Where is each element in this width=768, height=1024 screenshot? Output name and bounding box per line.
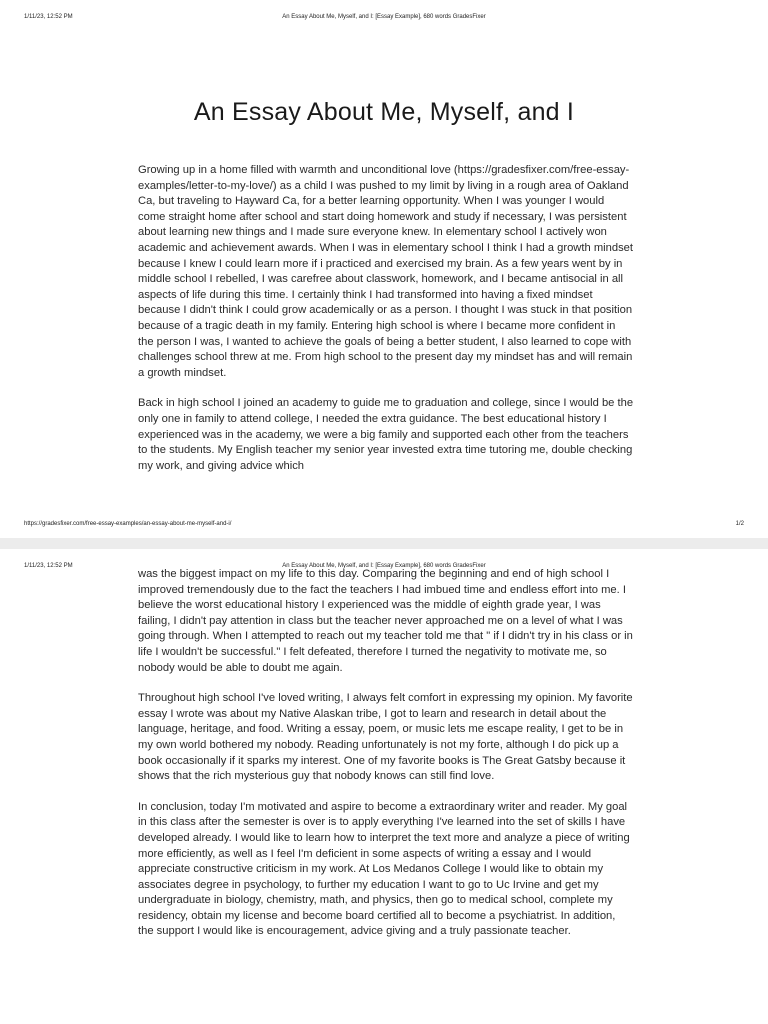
essay-body-page-2 [138,567,634,955]
print-date: 1/11/23, 12:52 PM [24,14,73,20]
print-title: An Essay About Me, Myself, and I: [Essay Example], 680 words GradesFixer [282,14,486,20]
essay-paragraph: Back in high school I joined an academy to guide me to graduation and college, since I would be the only one in family to attend college, I needed the extra guidance. The best educational history I experienced was in the academy, we were a big family and supported each other from the teachers to the students. My English teacher my senior year invested extra time tutoring me, double checking my work, and giving advice which [138,397,634,472]
print-title: An Essay About Me, Myself, and I: [Essay Example], 680 words GradesFixer [282,563,486,569]
page-separator [0,538,768,549]
essay-paragraph: Throughout high school I've loved writing, I always felt comfort in expressing my opinion. My favorite essay I wrote was about my Native Alaskan tribe, I got to learn and research in detail about the language, heritage, and food. Writing a essay, poem, or music lets me escape reality, I get to be in my own world bothered my nobody. Reading unfortunately is not my forte, although I do pick up a book occasionally if it sparks my interest. One of my favorite books is The Great Gatsby because it shows that the rich mysterious guy that nobody knows can still find love. [138,692,633,783]
print-header [24,13,744,21]
document-page-2 [0,549,768,1024]
essay-paragraph: Growing up in a home filled with warmth and unconditional love (https://gradesfixer.com/free-essay-examples/letter-to-my-love/) as a child I was pushed to my limit by living in a rough area of Oakland Ca, but traveling to Hayward Ca, for a better learning opportunity. When I was younger I would come straight home after school and start doing homework and study if necessary, I was persistent about learning new things and I made sure everyone knew. In elementary school I actively won academic and achievement awards. When I was in elementary school I think I had a growth mindset because I knew I could learn more if i practiced and exercised my brain. As a few years went by in middle school I rebelled, I was carefree about classwork, homework, and I became antisocial in all aspects of life during this time. I certainly think I had transformed into having a fixed mindset because I didn't think I could grow academically or as a person. I thought I was stuck in that position because of a tragic death in my family. Entering high school is where I became more confident in the person I was, I wanted to achieve the goals of being a better student, I also learned to cope with challenges school threw at me. From high school to the present day my mindset has and will remain a growth mindset. [138,164,633,379]
essay-title: An Essay About Me, Myself, and I [193,98,575,126]
print-url[interactable]: https://gradesfixer.com/free-essay-examples/an-essay-about-me-myself-and-i/ [24,521,232,527]
print-date: 1/11/23, 12:52 PM [24,563,73,569]
essay-body-page-1 [138,163,634,505]
essay-paragraph: In conclusion, today I'm motivated and aspire to become a extraordinary writer and reader. My goal in this class after the semester is over is to apply everything I've learned into the set of skills I have developed already. I would like to learn how to interpret the text more and analyze a piece of writing more efficiently, as well as I feel I'm deficient in some aspects of writing a essay and I would appreciate constructive criticism in my work. At Los Medanos College I would like to obtain my associates degree in psychology, to further my education I want to go to Uc Irvine and get my undergraduate in biology, chemistry, math, and physics, then go to medical school, complete my residency, obtain my license and become board certified all to become a psychiatrist. In addition, the support I would like is encouragement, advice giving and a truly passionate teacher. [138,800,630,938]
page-number: 1/2 [735,521,744,527]
print-footer [24,520,744,528]
essay-paragraph: was the biggest impact on my life to this day. Comparing the beginning and end of high school I improved tremendously due to the fact the teachers I had imbued time and endless effort into me. I believe the worst educational history I experienced was the middle of eighth grade year, I was failing, I didn't pay attention in class but the teacher never approached me on a level of what I was going through. When I attempted to reach out my teacher told me that " if I didn't try in his class or in life I wouldn't be successful." I felt defeated, therefore I turned the negativity to motivate me, so nobody would be able to doubt me again. [138,568,633,674]
